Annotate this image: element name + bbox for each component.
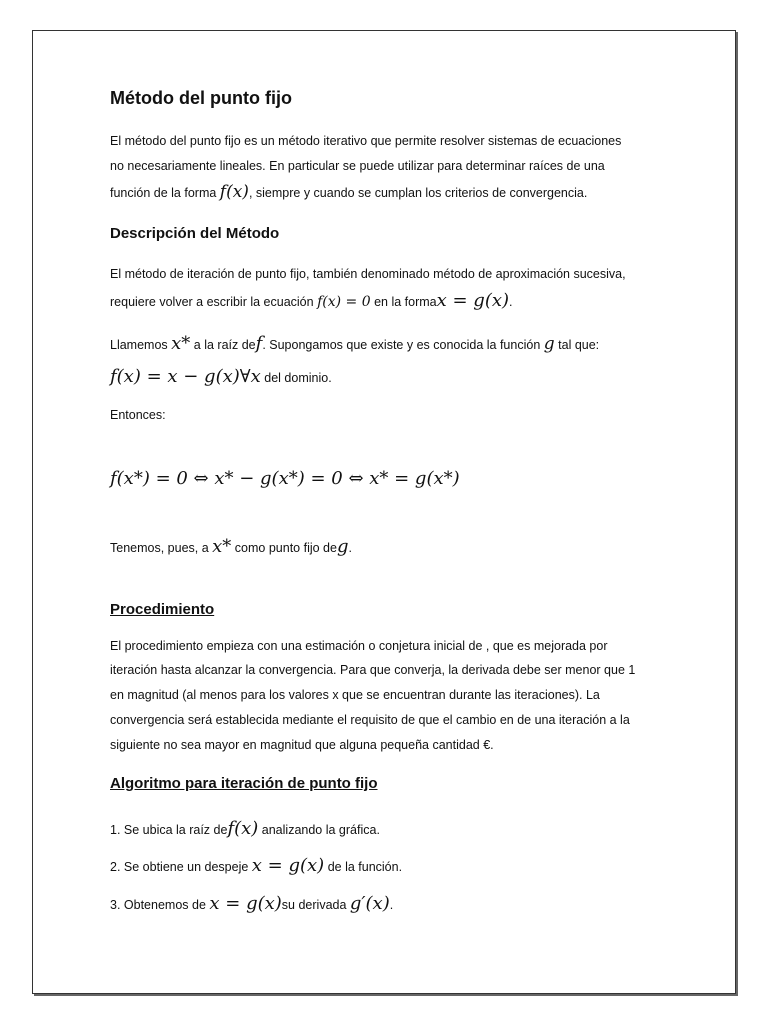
math-g: g <box>543 334 555 354</box>
math-fx-2: f(x) <box>227 818 259 839</box>
section-heading-description: Descripción del Método <box>110 225 280 242</box>
section-heading-algorithm: Algoritmo para iteración de punto fijo <box>110 775 378 792</box>
desc-line-3-text: Llamemos <box>110 338 168 352</box>
desc-equation-2 <box>110 468 460 489</box>
proc-line-3: en magnitud (al menos para los valores x que se encuentran durante las iteraciones). La <box>110 688 600 702</box>
desc-line-2 <box>110 290 513 311</box>
intro-line-3 <box>110 182 587 202</box>
proc-line-1: El procedimiento empieza con una estimación o conjetura inicial de , que es mejorada por <box>110 639 608 653</box>
algo-step-3-text: 3. Obtenemos de <box>110 898 206 912</box>
math-fx-definition: f(x) = x − g(x)∀x <box>110 366 261 387</box>
section-heading-procedure: Procedimiento <box>110 601 215 618</box>
proc-line-5: siguiente no sea mayor en magnitud que alguna pequeña cantidad €. <box>110 738 494 752</box>
desc-line-3 <box>110 333 599 354</box>
desc-line-2-text-c: . <box>509 295 513 309</box>
desc-line-4-text-b: como punto fijo de <box>234 541 337 555</box>
algo-step-1 <box>110 818 380 839</box>
page-title: Método del punto fijo <box>110 88 292 108</box>
desc-line-3-text-d: tal que: <box>558 338 600 352</box>
math-x-equals-gx-3: x = g(x) <box>209 893 282 914</box>
math-x-star-2: x* <box>212 536 232 557</box>
proc-line-2: iteración hasta alcanzar la convergencia. Para que converja, la derivada debe ser menor que 1 <box>110 663 636 677</box>
algo-step-3-text-b: su derivada <box>281 898 347 912</box>
desc-line-4-text: Tenemos, pues, a <box>110 541 209 555</box>
desc-equation-1 <box>110 366 332 387</box>
math-fixed-point-equivalence: f(x*) = 0 ⇔ x* − g(x*) = 0 ⇔ x* = g(x*) <box>110 468 460 489</box>
algo-step-1-text-b: analizando la gráfica. <box>261 823 380 837</box>
entonces-label: Entonces: <box>110 408 166 422</box>
math-f: f <box>255 333 263 354</box>
desc-line-4 <box>110 536 352 557</box>
algo-step-3-text-c: . <box>389 898 394 912</box>
algo-step-2 <box>110 855 402 876</box>
math-fx: f(x) <box>219 182 249 202</box>
math-x-star: x* <box>171 333 191 354</box>
math-x-equals-gx-2: x = g(x) <box>251 855 325 876</box>
desc-line-3-text-c: . Supongamos que existe y es conocida la función <box>262 338 541 352</box>
desc-line-3-text-b: a la raíz de <box>193 338 256 352</box>
intro-line-2: no necesariamente lineales. En particular se puede utilizar para determinar raíces de una <box>110 159 605 173</box>
desc-equation-1-text: del dominio. <box>264 371 332 385</box>
algo-step-2-text-b: de la función. <box>327 860 403 874</box>
proc-line-4: convergencia será establecida mediante el requisito de que el cambio en de una iteración a la <box>110 713 630 727</box>
desc-line-2-text-b: en la forma <box>374 295 437 309</box>
intro-line-3-text: función de la forma <box>110 186 217 200</box>
algo-step-1-text: 1. Se ubica la raíz de <box>110 823 228 837</box>
intro-line-1: El método del punto fijo es un método iterativo que permite resolver sistemas de ecuaciones <box>110 134 622 148</box>
math-x-equals-gx: x = g(x) <box>436 290 510 311</box>
page-border <box>32 30 736 994</box>
algo-step-3 <box>110 893 393 914</box>
math-g-2: g <box>336 536 349 557</box>
intro-line-3-text-b: , siempre y cuando se cumplan los criterios de convergencia. <box>248 186 588 200</box>
desc-line-1: El método de iteración de punto fijo, también denominado método de aproximación sucesiva, <box>110 267 626 281</box>
desc-line-4-text-c: . <box>348 541 352 555</box>
algo-step-2-text: 2. Se obtiene un despeje <box>110 860 249 874</box>
desc-line-2-text: requiere volver a escribir la ecuación <box>110 295 314 309</box>
math-g-prime-x: g′(x) <box>349 893 390 914</box>
math-fx-equals-0: f(x) = 0 <box>317 294 371 310</box>
